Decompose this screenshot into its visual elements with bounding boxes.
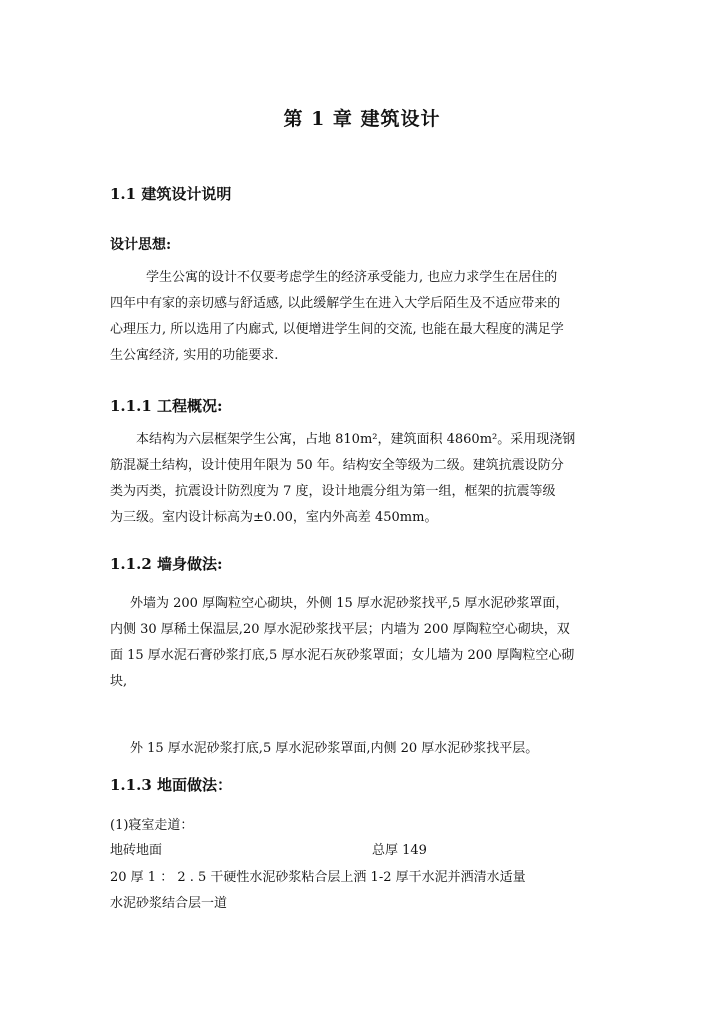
- paragraph-line: 生公寓经济, 实用的功能要求.: [110, 348, 279, 363]
- section-heading-1-1-2: 1.1.2 墙身做法:: [110, 555, 223, 573]
- paragraph-line: 类为丙类，抗震设计防烈度为 7 度，设计地震分组为第一组，框架的抗震等级: [110, 484, 556, 499]
- paragraph-line: 本结构为六层框架学生公寓，占地 810m²，建筑面积 4860m²。采用现浇钢: [136, 432, 576, 447]
- paragraph-line: 为三级。室内设计标高为±0.00，室内外高差 450mm。: [110, 510, 438, 525]
- paragraph-line: 内侧 30 厚稀土保温层,20 厚水泥砂浆找平层；内墙为 200 厚陶粒空心砌块，双: [110, 622, 570, 637]
- paragraph-line: 面 15 厚水泥石膏砂浆打底,5 厚水泥石灰砂浆罩面；女儿墙为 200 厚陶粒空心砌: [110, 648, 575, 663]
- paragraph-line: 学生公寓的设计不仅要考虑学生的经济承受能力, 也应力求学生在居住的: [146, 270, 558, 285]
- section-heading-1-1: 1.1 建筑设计说明: [110, 185, 232, 203]
- floor-name: 地砖地面: [110, 843, 163, 858]
- paragraph-line: 筋混凝土结构，设计使用年限为 50 年。结构安全等级为二级。建筑抗震设防分: [110, 458, 564, 473]
- wall-construction-paragraph: [110, 591, 615, 695]
- chapter-title: 第 1 章 建筑设计: [283, 108, 441, 130]
- paragraph-line: 外墙为 200 厚陶粒空心砌块，外侧 15 厚水泥砂浆找平,5 厚水泥砂浆罩面，: [130, 596, 569, 611]
- paragraph-line: 心理压力, 所以选用了内廊式, 以便增进学生间的交流, 也能在最大程度的满足学: [110, 322, 564, 337]
- section-heading-1-1-3: 1.1.3 地面做法：: [110, 776, 232, 794]
- floor-layer-1: 20 厚 1 ： 2 . 5 干硬性水泥砂浆粘合层上洒 1-2 厚干水泥并洒清水适量: [110, 870, 526, 885]
- project-overview-paragraph: [110, 427, 615, 531]
- section-heading-1-1-1: 1.1.1 工程概况:: [110, 397, 223, 415]
- wall-extra-line: 外 15 厚水泥砂浆打底,5 厚水泥砂浆罩面,内侧 20 厚水泥砂浆找平层。: [130, 741, 539, 756]
- design-idea-paragraph: [110, 265, 615, 369]
- design-idea-heading: 设计思想:: [110, 237, 172, 253]
- paragraph-line: 四年中有家的亲切感与舒适感, 以此缓解学生在进入大学后陌生及不适应带来的: [110, 296, 561, 311]
- floor-item-label: (1)寝室走道：: [110, 818, 194, 833]
- floor-total-thickness: 总厚 149: [372, 843, 427, 858]
- paragraph-line: 块,: [110, 674, 128, 689]
- floor-layer-2: 水泥砂浆结合层一道: [110, 896, 228, 911]
